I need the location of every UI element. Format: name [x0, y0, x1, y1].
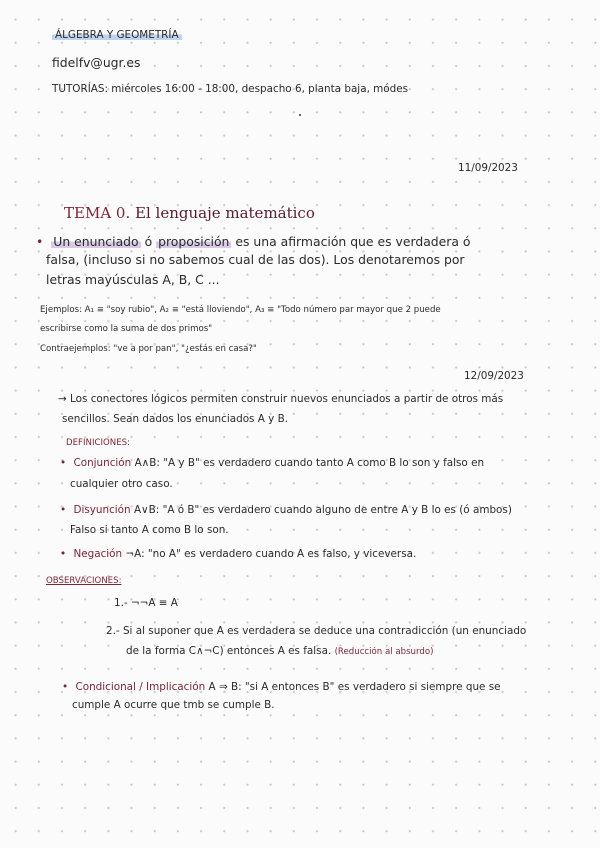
condicional-term: Condicional / Implicación [75, 681, 206, 693]
conjuncion-text: A∧B: "A y B" es verdadero cuando tanto A como B lo son y falso en [134, 457, 485, 469]
tutorias: TUTORÍAS: miércoles 16:00 - 18:00, despacho 6, planta baja, módes [52, 83, 409, 95]
bullet: • [60, 548, 67, 560]
tema-title [64, 206, 315, 220]
definiciones-heading: DEFINICIONES: [66, 438, 130, 448]
term-enunciado: Un enunciado [53, 234, 139, 249]
conectores-line-1: → Los conectores lógicos permiten construir nuevos enunciados a partir de otros más [58, 393, 504, 405]
course-title-text: ÁLGEBRA Y GEOMETRÍA [52, 29, 182, 41]
bullet: • [60, 504, 67, 516]
course-title [52, 28, 182, 42]
observacion-1: 1.- ¬¬A ≡ A [114, 597, 178, 609]
conectores-line-2: sencillos. Sean dados los enunciados A y B. [62, 413, 289, 425]
negacion-line [60, 547, 416, 561]
email: fidelfv@ugr.es [52, 55, 141, 70]
intro-connector: ó [144, 234, 153, 249]
conjuncion-line-2: cualquier otro caso. [70, 478, 173, 490]
date-2: 12/09/2023 [464, 370, 524, 382]
contraejemplos: Contraejemplos: "ve a por pan", "¿estás en casa?" [40, 344, 257, 354]
observacion-2-line-1: 2.- Si al suponer que A es verdadera se deduce una contradicción (un enunciado [106, 625, 527, 637]
intro-rest: es una afirmación que es verdadera ó [235, 234, 471, 249]
intro-line-1 [36, 235, 470, 249]
bullet: • [36, 234, 44, 249]
ejemplos-line-1: Ejemplos: A₁ ≡ "soy rubio", A₂ ≡ "está lloviendo", A₃ ≡ "Todo número par mayor que 2 puede [40, 305, 441, 315]
term-proposicion: proposición [158, 234, 230, 249]
negacion-text: ¬A: "no A" es verdadero cuando A es falso, y viceversa. [125, 548, 417, 560]
observaciones-heading: OBSERVACIONES: [46, 576, 122, 586]
disyuncion-text: A∨B: "A ó B" es verdadero cuando alguno de entre A y B lo es (ó ambos) [133, 504, 512, 516]
observacion-2-line-2 [126, 644, 433, 659]
condicional-text: A ⇒ B: "si A entonces B" es verdadero si siempre que se [208, 681, 501, 693]
conjuncion-line-1 [60, 456, 484, 470]
reduccion-absurdo-note: (Reducción al absurdo) [334, 647, 434, 657]
disyuncion-line-2: Falso si tanto A como B lo son. [70, 524, 229, 536]
disyuncion-line-1 [60, 503, 512, 517]
bullet: • [62, 681, 69, 693]
condicional-line-1 [62, 680, 501, 694]
intro-line-3: letras mayúsculas A, B, C ... [46, 272, 220, 287]
stray-dot [299, 114, 301, 116]
ejemplos-line-2: escribirse como la suma de dos primos" [40, 324, 213, 334]
disyuncion-term: Disyunción [73, 504, 131, 516]
tema-label: TEMA 0. [64, 204, 131, 222]
conjuncion-term: Conjunción [73, 457, 132, 469]
negacion-term: Negación [73, 548, 123, 560]
date-1: 11/09/2023 [458, 162, 518, 174]
condicional-line-2: cumple A ocurre que tmb se cumple B. [72, 699, 275, 711]
bullet: • [60, 457, 67, 469]
tema-name: El lenguaje matemático [135, 204, 315, 222]
intro-line-2: falsa, (incluso si no sabemos cual de las dos). Los denotaremos por [46, 252, 465, 267]
observacion-2-text: de la forma C∧¬C) entonces A es falsa. [126, 645, 332, 657]
